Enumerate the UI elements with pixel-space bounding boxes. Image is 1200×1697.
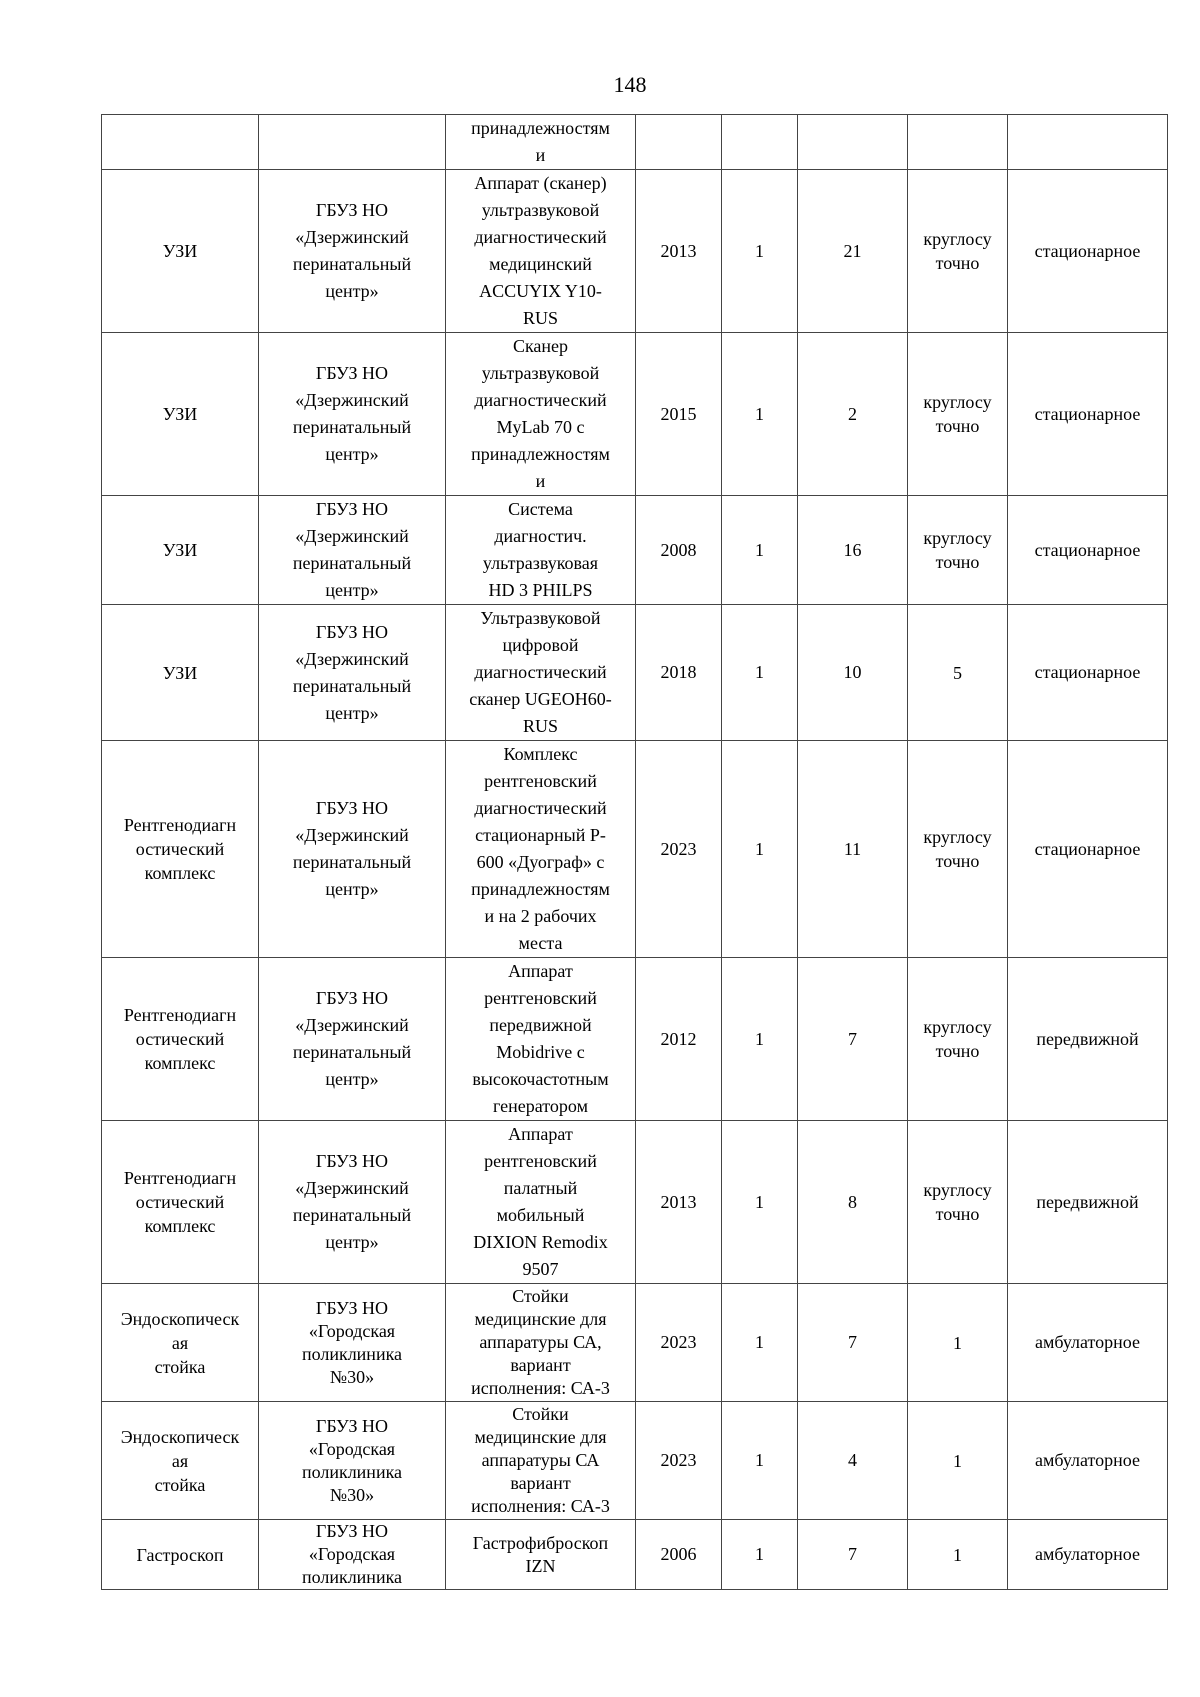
table-cell-mode: круглосу точно xyxy=(908,333,1008,496)
table-cell-mode: 1 xyxy=(908,1284,1008,1402)
table-cell-wear: 10 xyxy=(798,605,908,741)
table-cell-equipment: Стойки медицинские для аппаратуры СА, вариант исполнения: СА-3 xyxy=(446,1284,636,1402)
table-cell-institution: ГБУЗ НО «Дзержинский перинатальный центр» xyxy=(259,333,446,496)
table-row xyxy=(102,1121,1168,1284)
equipment-table xyxy=(101,114,1168,1590)
table-cell-type: Эндоскопическ ая стойка xyxy=(102,1284,259,1402)
table-cell-wear: 7 xyxy=(798,958,908,1121)
table-cell-equipment: принадлежностям и xyxy=(446,115,636,170)
table-cell-type: Эндоскопическ ая стойка xyxy=(102,1402,259,1520)
table-cell-equipment: Аппарат (сканер) ультразвуковой диагностический медицинский ACCUYIX Y10- RUS xyxy=(446,170,636,333)
table-cell-type: УЗИ xyxy=(102,605,259,741)
table-cell-type: УЗИ xyxy=(102,170,259,333)
table-cell-institution: ГБУЗ НО «Городская поликлиника xyxy=(259,1520,446,1590)
table-cell-year: 2008 xyxy=(636,496,722,605)
table-cell-type: Рентгенодиагн остический комплекс xyxy=(102,1121,259,1284)
table-cell-type: УЗИ xyxy=(102,496,259,605)
table-cell-year: 2013 xyxy=(636,1121,722,1284)
table-cell-quantity: 1 xyxy=(722,958,798,1121)
table-cell-quantity: 1 xyxy=(722,1121,798,1284)
table-row xyxy=(102,333,1168,496)
table-cell-institution: ГБУЗ НО «Дзержинский перинатальный центр» xyxy=(259,605,446,741)
table-cell-placement: амбулаторное xyxy=(1008,1520,1168,1590)
table-cell-placement: стационарное xyxy=(1008,170,1168,333)
table-cell-wear: 7 xyxy=(798,1284,908,1402)
table-cell-mode: круглосу точно xyxy=(908,958,1008,1121)
table-cell-type: УЗИ xyxy=(102,333,259,496)
table-row xyxy=(102,1284,1168,1402)
table-cell-institution: ГБУЗ НО «Городская поликлиника №30» xyxy=(259,1402,446,1520)
table-cell-wear: 2 xyxy=(798,333,908,496)
table-row xyxy=(102,1520,1168,1590)
table-cell-wear: 16 xyxy=(798,496,908,605)
table-row xyxy=(102,170,1168,333)
table-cell-institution: ГБУЗ НО «Дзержинский перинатальный центр» xyxy=(259,1121,446,1284)
table-cell-placement xyxy=(1008,115,1168,170)
table-cell-year: 2012 xyxy=(636,958,722,1121)
table-row xyxy=(102,958,1168,1121)
table-cell-wear: 4 xyxy=(798,1402,908,1520)
table-cell-quantity: 1 xyxy=(722,1284,798,1402)
table-cell-mode: круглосу точно xyxy=(908,170,1008,333)
table-cell-placement: передвижной xyxy=(1008,1121,1168,1284)
table-row xyxy=(102,741,1168,958)
table-cell-mode: круглосу точно xyxy=(908,1121,1008,1284)
table-cell-wear xyxy=(798,115,908,170)
table-cell-type: Рентгенодиагн остический комплекс xyxy=(102,741,259,958)
table-cell-year: 2018 xyxy=(636,605,722,741)
table-cell-year: 2023 xyxy=(636,1284,722,1402)
table-cell-placement: передвижной xyxy=(1008,958,1168,1121)
table-cell-mode xyxy=(908,115,1008,170)
table-cell-quantity: 1 xyxy=(722,605,798,741)
table-cell-type xyxy=(102,115,259,170)
table-cell-wear: 11 xyxy=(798,741,908,958)
table-cell-quantity xyxy=(722,115,798,170)
table-cell-placement: стационарное xyxy=(1008,605,1168,741)
table-cell-year: 2023 xyxy=(636,741,722,958)
table-row xyxy=(102,496,1168,605)
table-cell-mode: 1 xyxy=(908,1520,1008,1590)
table-cell-equipment: Гастрофиброскоп IZN xyxy=(446,1520,636,1590)
table-cell-equipment: Аппарат рентгеновский передвижной Mobidrive с высокочастотным генератором xyxy=(446,958,636,1121)
table-cell-quantity: 1 xyxy=(722,1402,798,1520)
table-cell-wear: 8 xyxy=(798,1121,908,1284)
table-cell-mode: 1 xyxy=(908,1402,1008,1520)
table-cell-year: 2006 xyxy=(636,1520,722,1590)
table-row xyxy=(102,115,1168,170)
table-cell-year: 2013 xyxy=(636,170,722,333)
table-cell-mode: 5 xyxy=(908,605,1008,741)
table-cell-year: 2015 xyxy=(636,333,722,496)
table-cell-equipment: Комплекс рентгеновский диагностический стационарный Р- 600 «Дуограф» с принадлежностям и на 2 рабочих места xyxy=(446,741,636,958)
table-cell-placement: амбулаторное xyxy=(1008,1402,1168,1520)
table-cell-type: Гастроскоп xyxy=(102,1520,259,1590)
table-cell-institution xyxy=(259,115,446,170)
table-cell-type: Рентгенодиагн остический комплекс xyxy=(102,958,259,1121)
table-cell-placement: амбулаторное xyxy=(1008,1284,1168,1402)
table-cell-equipment: Сканер ультразвуковой диагностический MyLab 70 с принадлежностям и xyxy=(446,333,636,496)
table-cell-quantity: 1 xyxy=(722,170,798,333)
table-cell-institution: ГБУЗ НО «Городская поликлиника №30» xyxy=(259,1284,446,1402)
table-cell-institution: ГБУЗ НО «Дзержинский перинатальный центр» xyxy=(259,170,446,333)
table-cell-placement: стационарное xyxy=(1008,333,1168,496)
table-cell-equipment: Система диагностич. ультразвуковая HD 3 PHILPS xyxy=(446,496,636,605)
table-cell-equipment: Ультразвуковой цифровой диагностический сканер UGEOH60- RUS xyxy=(446,605,636,741)
table-cell-quantity: 1 xyxy=(722,741,798,958)
table-cell-institution: ГБУЗ НО «Дзержинский перинатальный центр» xyxy=(259,958,446,1121)
page-number: 148 xyxy=(613,72,647,97)
table-cell-quantity: 1 xyxy=(722,496,798,605)
table-row xyxy=(102,605,1168,741)
table-cell-equipment: Аппарат рентгеновский палатный мобильный DIXION Remodix 9507 xyxy=(446,1121,636,1284)
table-cell-mode: круглосу точно xyxy=(908,496,1008,605)
table-body xyxy=(102,115,1168,1590)
table-row xyxy=(102,1402,1168,1520)
table-cell-quantity: 1 xyxy=(722,1520,798,1590)
table-cell-wear: 7 xyxy=(798,1520,908,1590)
table-cell-quantity: 1 xyxy=(722,333,798,496)
table-cell-institution: ГБУЗ НО «Дзержинский перинатальный центр» xyxy=(259,496,446,605)
table-cell-year xyxy=(636,115,722,170)
table-cell-placement: стационарное xyxy=(1008,741,1168,958)
table-cell-year: 2023 xyxy=(636,1402,722,1520)
table-cell-placement: стационарное xyxy=(1008,496,1168,605)
table-cell-wear: 21 xyxy=(798,170,908,333)
table-cell-institution: ГБУЗ НО «Дзержинский перинатальный центр» xyxy=(259,741,446,958)
table-cell-equipment: Стойки медицинские для аппаратуры СА вариант исполнения: СА-3 xyxy=(446,1402,636,1520)
table-cell-mode: круглосу точно xyxy=(908,741,1008,958)
